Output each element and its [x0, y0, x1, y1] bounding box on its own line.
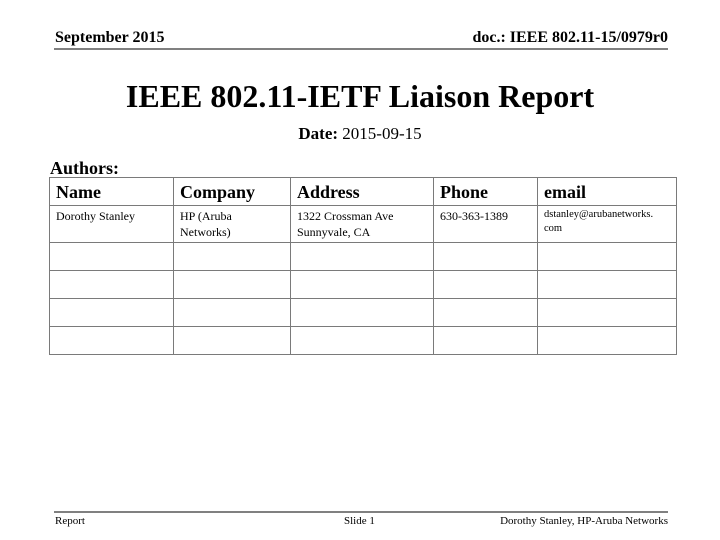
- empty-cell: [174, 299, 291, 327]
- address-line-2: Sunnyvale, CA: [297, 225, 371, 239]
- empty-cell: [538, 243, 677, 271]
- empty-cell: [50, 271, 174, 299]
- empty-cell: [434, 327, 538, 355]
- cell-address: [291, 206, 434, 243]
- cell-name: Dorothy Stanley: [50, 206, 174, 243]
- email-line-1: dstanley@arubanetworks.: [544, 209, 654, 220]
- empty-cell: [174, 327, 291, 355]
- company-line-1: HP (Aruba: [180, 209, 232, 223]
- table-header-row: [50, 178, 677, 206]
- column-header-phone: Phone: [434, 178, 538, 206]
- footer-divider: [54, 511, 668, 513]
- cell-company: [174, 206, 291, 243]
- footer-left: Report: [55, 515, 85, 527]
- empty-cell: [50, 243, 174, 271]
- empty-cell: [50, 299, 174, 327]
- footer-slide-number: Slide 1: [344, 515, 375, 527]
- authors-label: Authors:: [50, 158, 120, 178]
- column-header-email: email: [538, 178, 677, 206]
- date-label: Date:: [298, 124, 339, 143]
- empty-cell: [291, 243, 434, 271]
- table-row: [50, 206, 677, 243]
- column-header-company: Company: [174, 178, 291, 206]
- empty-cell: [538, 299, 677, 327]
- email-line-2: com: [544, 223, 563, 234]
- date-value: 2015-09-15: [342, 124, 422, 143]
- table-row-empty: [50, 327, 677, 355]
- empty-cell: [291, 327, 434, 355]
- empty-cell: [434, 271, 538, 299]
- empty-cell: [291, 299, 434, 327]
- empty-cell: [538, 327, 677, 355]
- table-row-empty: [50, 271, 677, 299]
- empty-cell: [434, 243, 538, 271]
- slide-title: IEEE 802.11-IETF Liaison Report: [125, 78, 595, 114]
- empty-cell: [50, 327, 174, 355]
- empty-cell: [174, 243, 291, 271]
- cell-phone: 630-363-1389: [434, 206, 538, 243]
- empty-cell: [174, 271, 291, 299]
- header-divider: [54, 48, 668, 50]
- address-line-1: 1322 Crossman Ave: [297, 209, 394, 223]
- date-line: [0, 124, 720, 144]
- authors-table: [49, 177, 677, 355]
- company-line-2: Networks): [180, 225, 231, 239]
- empty-cell: [434, 299, 538, 327]
- header-doc-id: doc.: IEEE 802.11-15/0979r0: [472, 29, 668, 46]
- empty-cell: [291, 271, 434, 299]
- header-date: September 2015: [55, 29, 165, 46]
- column-header-name: Name: [50, 178, 174, 206]
- cell-email: [538, 206, 677, 243]
- empty-cell: [538, 271, 677, 299]
- footer-author: Dorothy Stanley, HP-Aruba Networks: [500, 515, 668, 527]
- table-row-empty: [50, 299, 677, 327]
- table-row-empty: [50, 243, 677, 271]
- column-header-address: Address: [291, 178, 434, 206]
